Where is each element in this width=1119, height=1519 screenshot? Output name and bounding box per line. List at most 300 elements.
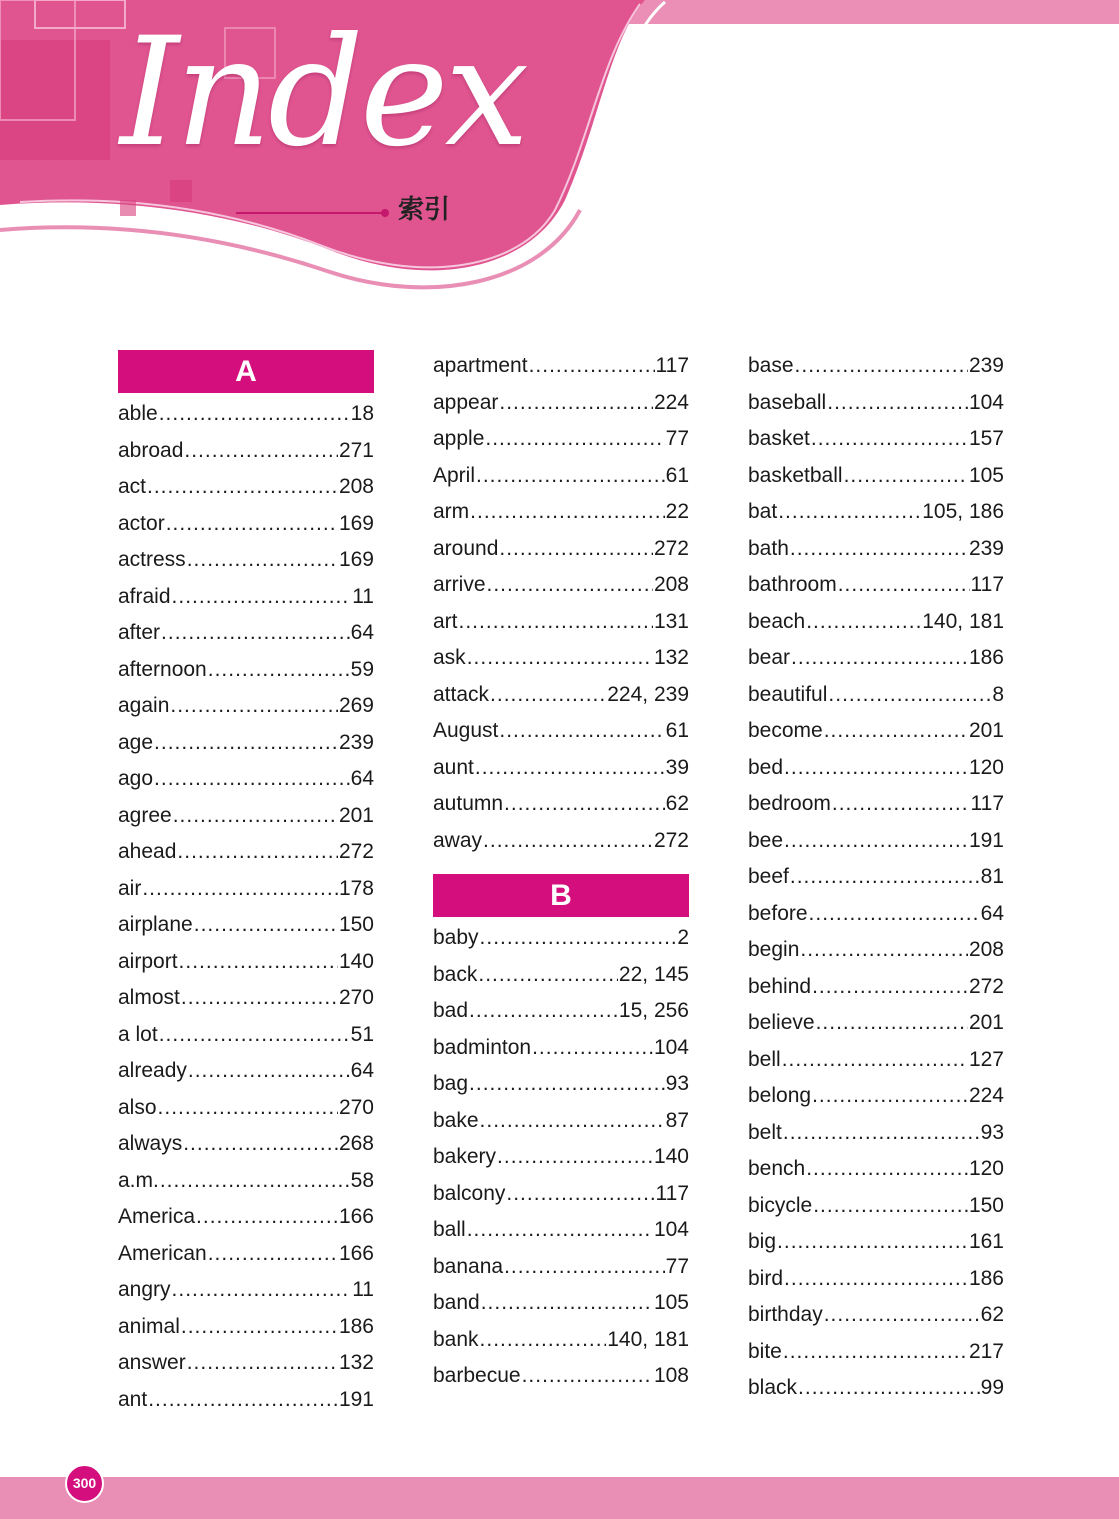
entry-page: 8 bbox=[992, 682, 1004, 706]
entry-page: 117 bbox=[970, 792, 1004, 815]
entry-word: banana bbox=[433, 1254, 504, 1278]
dot-leader bbox=[481, 1285, 653, 1322]
entry-word: bicycle bbox=[748, 1193, 813, 1217]
dot-leader bbox=[783, 1334, 968, 1371]
index-entry bbox=[118, 1199, 374, 1236]
dot-leader bbox=[813, 1188, 968, 1225]
entry-page: 186 bbox=[968, 646, 1004, 669]
dot-leader bbox=[470, 494, 664, 531]
index-entry bbox=[118, 579, 374, 616]
dot-leader bbox=[160, 1163, 350, 1200]
dot-leader bbox=[812, 1078, 968, 1115]
entry-word: abroad bbox=[118, 438, 184, 462]
page-title: Index bbox=[120, 6, 526, 180]
entry-page: 150 bbox=[338, 913, 374, 936]
index-entry bbox=[433, 1139, 689, 1176]
index-entry bbox=[433, 1176, 689, 1213]
entry-word: bench bbox=[748, 1157, 806, 1180]
entry-word: ball bbox=[433, 1218, 466, 1241]
entry-word: art bbox=[433, 609, 458, 633]
dot-leader bbox=[832, 786, 970, 823]
index-entry bbox=[433, 1030, 689, 1067]
dot-leader bbox=[499, 713, 664, 750]
entry-page: 208 bbox=[653, 573, 689, 596]
entry-word: agree bbox=[118, 803, 172, 827]
dot-leader bbox=[490, 677, 606, 714]
index-entry bbox=[748, 1005, 1004, 1042]
dot-leader bbox=[827, 385, 968, 422]
entry-page: 104 bbox=[653, 1035, 689, 1059]
entry-word: baby bbox=[433, 926, 479, 949]
index-entry bbox=[433, 920, 689, 957]
entry-page: 186 bbox=[338, 1314, 374, 1338]
entry-word: ahead bbox=[118, 840, 177, 863]
entry-page: 64 bbox=[980, 901, 1004, 925]
entry-page: 87 bbox=[665, 1108, 689, 1132]
dot-leader bbox=[784, 750, 968, 787]
dot-leader bbox=[791, 640, 968, 677]
entry-word: bathroom bbox=[748, 573, 837, 596]
index-entry bbox=[433, 494, 689, 531]
dot-leader bbox=[483, 823, 653, 860]
entry-page: 272 bbox=[968, 974, 1004, 998]
entry-word: big bbox=[748, 1230, 777, 1253]
index-entry bbox=[748, 786, 1004, 823]
entry-page: 81 bbox=[980, 865, 1004, 888]
entry-word: air bbox=[118, 876, 142, 900]
dot-leader bbox=[497, 1139, 653, 1176]
entry-word: beautiful bbox=[748, 682, 828, 706]
dot-leader bbox=[800, 932, 968, 969]
dot-leader bbox=[844, 458, 968, 495]
entry-page: 140 bbox=[338, 949, 374, 973]
entry-page: 224 bbox=[968, 1084, 1004, 1107]
entry-page: 99 bbox=[980, 1376, 1004, 1399]
dot-leader bbox=[485, 421, 664, 458]
entry-word: around bbox=[433, 536, 499, 560]
entry-word: animal bbox=[118, 1314, 180, 1338]
entry-page: 105, 186 bbox=[922, 500, 1004, 523]
dot-leader bbox=[499, 531, 653, 568]
index-entry bbox=[118, 871, 374, 908]
entry-word: birthday bbox=[748, 1303, 823, 1326]
entry-page: 178 bbox=[338, 876, 374, 900]
entry-word: away bbox=[433, 828, 483, 852]
dot-leader bbox=[828, 677, 991, 714]
entry-page: 11 bbox=[352, 584, 374, 608]
entry-word: bed bbox=[748, 755, 784, 779]
entry-page: 93 bbox=[665, 1072, 689, 1095]
entry-page: 191 bbox=[968, 828, 1004, 852]
index-entry bbox=[748, 1370, 1004, 1407]
entry-page: 62 bbox=[665, 792, 689, 815]
entry-word: bite bbox=[748, 1339, 782, 1363]
entry-page: 150 bbox=[968, 1193, 1004, 1217]
dot-leader bbox=[783, 1115, 980, 1152]
entry-word: belt bbox=[748, 1120, 782, 1144]
entry-list bbox=[748, 348, 1004, 1407]
entry-word: ask bbox=[433, 646, 466, 669]
entry-page: 22, 145 bbox=[618, 962, 689, 986]
dot-leader bbox=[172, 1272, 352, 1309]
dot-leader bbox=[784, 823, 968, 860]
dot-leader bbox=[181, 1309, 338, 1346]
dot-leader bbox=[166, 506, 338, 543]
entry-word: afternoon bbox=[118, 657, 207, 681]
entry-word: bell bbox=[748, 1047, 781, 1071]
index-entry bbox=[118, 1163, 374, 1200]
entry-page: 186 bbox=[968, 1266, 1004, 1290]
entry-word: bag bbox=[433, 1072, 469, 1095]
entry-page: 77 bbox=[665, 427, 689, 450]
dot-leader bbox=[812, 969, 968, 1006]
index-column-3 bbox=[748, 348, 1004, 1407]
entry-page: 117 bbox=[655, 1181, 689, 1205]
index-entry bbox=[118, 834, 374, 871]
index-entry bbox=[433, 640, 689, 677]
index-entry bbox=[433, 531, 689, 568]
index-entry bbox=[433, 713, 689, 750]
dot-leader bbox=[173, 798, 338, 835]
entry-word: already bbox=[118, 1059, 187, 1082]
dot-leader bbox=[177, 834, 338, 871]
index-entry bbox=[433, 1249, 689, 1286]
entry-page: 93 bbox=[980, 1120, 1004, 1144]
entry-page: 169 bbox=[338, 548, 374, 571]
entry-page: 272 bbox=[338, 840, 374, 863]
entry-page: 15, 256 bbox=[618, 999, 689, 1022]
entry-word: angry bbox=[118, 1278, 171, 1301]
entry-page: 208 bbox=[338, 475, 374, 498]
entry-word: baseball bbox=[748, 390, 827, 414]
index-entry bbox=[118, 433, 374, 470]
dot-leader bbox=[778, 494, 921, 531]
dot-leader bbox=[208, 1236, 338, 1273]
entry-word: black bbox=[748, 1376, 798, 1399]
entry-page: 224, 239 bbox=[607, 682, 689, 706]
entry-word: answer bbox=[118, 1351, 186, 1374]
entry-word: bat bbox=[748, 500, 778, 523]
index-entry bbox=[118, 1382, 374, 1419]
entry-page: 217 bbox=[968, 1339, 1004, 1363]
index-entry bbox=[748, 1151, 1004, 1188]
index-entry bbox=[118, 980, 374, 1017]
entry-page: 166 bbox=[338, 1205, 374, 1228]
entry-word: appear bbox=[433, 390, 499, 414]
entry-word: actress bbox=[118, 548, 186, 571]
dot-leader bbox=[158, 1090, 338, 1127]
entry-page: 58 bbox=[350, 1168, 374, 1192]
entry-page: 140, 181 bbox=[922, 609, 1004, 633]
entry-page: 201 bbox=[968, 719, 1004, 742]
entry-page: 117 bbox=[970, 573, 1004, 596]
entry-page: 64 bbox=[350, 1059, 374, 1082]
dot-leader bbox=[172, 579, 352, 616]
entry-page: 271 bbox=[338, 438, 374, 462]
entry-word: apartment bbox=[433, 354, 528, 377]
dot-leader bbox=[806, 1151, 968, 1188]
entry-word: a.m. bbox=[118, 1168, 159, 1192]
subtitle-dot bbox=[381, 209, 389, 217]
index-entry bbox=[433, 786, 689, 823]
index-entry bbox=[433, 823, 689, 860]
dot-leader bbox=[469, 993, 618, 1030]
entry-word: airplane bbox=[118, 913, 193, 936]
entry-page: 191 bbox=[338, 1387, 374, 1411]
index-entry bbox=[433, 1358, 689, 1395]
index-entry bbox=[118, 469, 374, 506]
entry-word: America bbox=[118, 1205, 196, 1228]
entry-page: 272 bbox=[653, 536, 689, 560]
dot-leader bbox=[469, 1066, 665, 1103]
dot-leader bbox=[467, 1212, 653, 1249]
entry-page: 131 bbox=[653, 609, 689, 633]
dot-leader bbox=[196, 1199, 338, 1236]
entry-page: 104 bbox=[968, 390, 1004, 414]
index-entry bbox=[433, 1322, 689, 1359]
dot-leader bbox=[188, 1053, 350, 1090]
entry-word: almost bbox=[118, 986, 180, 1009]
footer-bar bbox=[0, 1477, 1119, 1519]
dot-leader bbox=[790, 859, 980, 896]
entry-page: 239 bbox=[338, 730, 374, 754]
dot-leader bbox=[179, 944, 338, 981]
entry-page: 239 bbox=[968, 536, 1004, 560]
dot-leader bbox=[142, 871, 338, 908]
index-entry bbox=[748, 604, 1004, 641]
dot-leader bbox=[809, 896, 980, 933]
entry-page: 62 bbox=[980, 1303, 1004, 1326]
index-entry bbox=[748, 677, 1004, 714]
index-entry bbox=[433, 1212, 689, 1249]
dot-leader bbox=[480, 920, 677, 957]
index-entry bbox=[748, 494, 1004, 531]
entry-page: 117 bbox=[655, 354, 689, 377]
entry-word: basketball bbox=[748, 463, 843, 487]
dot-leader bbox=[795, 348, 968, 385]
index-entry bbox=[433, 750, 689, 787]
index-entry bbox=[433, 957, 689, 994]
entry-word: beach bbox=[748, 609, 806, 633]
entry-word: arrive bbox=[433, 573, 486, 596]
index-entry bbox=[433, 385, 689, 422]
dot-leader bbox=[487, 567, 653, 604]
index-entry bbox=[118, 761, 374, 798]
index-entry bbox=[748, 1188, 1004, 1225]
index-entry bbox=[118, 798, 374, 835]
entry-word: arm bbox=[433, 500, 470, 523]
entry-page: 140, 181 bbox=[607, 1327, 689, 1351]
index-entry bbox=[118, 615, 374, 652]
index-entry bbox=[118, 396, 374, 433]
index-entry bbox=[118, 506, 374, 543]
entry-page: 270 bbox=[338, 986, 374, 1009]
dot-leader bbox=[161, 615, 350, 652]
entry-page: 104 bbox=[653, 1218, 689, 1241]
entry-word: airport bbox=[118, 949, 178, 973]
entry-word: apple bbox=[433, 427, 485, 450]
dot-leader bbox=[784, 1261, 968, 1298]
index-entry bbox=[118, 1053, 374, 1090]
index-entry bbox=[748, 750, 1004, 787]
entry-word: badminton bbox=[433, 1035, 532, 1059]
dot-leader bbox=[159, 1017, 350, 1054]
entry-word: begin bbox=[748, 938, 800, 961]
index-entry bbox=[748, 640, 1004, 677]
entry-page: 108 bbox=[653, 1364, 689, 1387]
dot-leader bbox=[811, 421, 968, 458]
entry-page: 51 bbox=[350, 1022, 374, 1046]
entry-page: 2 bbox=[677, 926, 689, 949]
entry-page: 269 bbox=[338, 694, 374, 717]
entry-word: beef bbox=[748, 865, 789, 888]
entry-word: bakery bbox=[433, 1145, 497, 1168]
entry-word: balcony bbox=[433, 1181, 506, 1205]
index-entry bbox=[118, 1090, 374, 1127]
entry-word: also bbox=[118, 1095, 157, 1119]
index-entry bbox=[748, 713, 1004, 750]
entry-word: April bbox=[433, 463, 476, 487]
entry-page: 239 bbox=[968, 354, 1004, 377]
dot-leader bbox=[782, 1042, 968, 1079]
entry-page: 169 bbox=[338, 511, 374, 535]
entry-word: base bbox=[748, 354, 794, 377]
entry-page: 105 bbox=[968, 463, 1004, 487]
index-entry bbox=[433, 567, 689, 604]
entry-word: back bbox=[433, 962, 478, 986]
dot-leader bbox=[154, 761, 350, 798]
index-entry bbox=[748, 932, 1004, 969]
entry-page: 161 bbox=[968, 1230, 1004, 1253]
entry-word: age bbox=[118, 730, 154, 754]
entry-list bbox=[118, 396, 374, 1418]
entry-page: 208 bbox=[968, 938, 1004, 961]
index-entry bbox=[118, 1017, 374, 1054]
index-entry bbox=[118, 652, 374, 689]
entry-page: 201 bbox=[968, 1011, 1004, 1034]
entry-word: a lot bbox=[118, 1022, 158, 1046]
entry-page: 157 bbox=[968, 427, 1004, 450]
dot-leader bbox=[154, 725, 338, 762]
entry-word: bedroom bbox=[748, 792, 831, 815]
index-entry bbox=[748, 859, 1004, 896]
index-entry bbox=[118, 907, 374, 944]
dot-leader bbox=[798, 1370, 980, 1407]
entry-page: 270 bbox=[338, 1095, 374, 1119]
dot-leader bbox=[187, 542, 338, 579]
subtitle-line bbox=[236, 212, 384, 214]
dot-leader bbox=[532, 1030, 653, 1067]
page-number: 300 bbox=[65, 1464, 104, 1503]
entry-page: 224 bbox=[653, 390, 689, 414]
index-entry bbox=[433, 993, 689, 1030]
dot-leader bbox=[499, 385, 653, 422]
dot-leader bbox=[480, 1103, 665, 1140]
dot-leader bbox=[529, 348, 655, 385]
entry-word: after bbox=[118, 621, 161, 644]
index-entry bbox=[748, 385, 1004, 422]
entry-word: bear bbox=[748, 646, 791, 669]
dot-leader bbox=[777, 1224, 968, 1261]
index-entry bbox=[433, 1103, 689, 1140]
index-entry bbox=[748, 1224, 1004, 1261]
index-entry bbox=[118, 1309, 374, 1346]
dot-leader bbox=[467, 640, 653, 677]
entry-page: 268 bbox=[338, 1132, 374, 1155]
index-column-1 bbox=[118, 348, 374, 1418]
dot-leader bbox=[506, 1176, 654, 1213]
entry-word: attack bbox=[433, 682, 490, 706]
index-entry bbox=[118, 1272, 374, 1309]
entry-page: 39 bbox=[665, 755, 689, 779]
index-entry bbox=[118, 944, 374, 981]
entry-word: afraid bbox=[118, 584, 171, 608]
dot-leader bbox=[194, 907, 338, 944]
entry-page: 64 bbox=[350, 767, 374, 790]
index-entry bbox=[118, 542, 374, 579]
entry-page: 132 bbox=[653, 646, 689, 669]
entry-page: 18 bbox=[350, 402, 374, 425]
index-entry bbox=[748, 458, 1004, 495]
entry-list bbox=[433, 348, 689, 859]
entry-page: 22 bbox=[665, 500, 689, 523]
index-entry bbox=[433, 421, 689, 458]
index-entry bbox=[748, 1078, 1004, 1115]
dot-leader bbox=[838, 567, 970, 604]
dot-leader bbox=[816, 1005, 968, 1042]
dot-leader bbox=[824, 1297, 980, 1334]
entry-word: band bbox=[433, 1291, 480, 1314]
entry-page: 272 bbox=[653, 828, 689, 852]
entry-word: behind bbox=[748, 974, 812, 998]
dot-leader bbox=[183, 1126, 338, 1163]
entry-word: become bbox=[748, 719, 823, 742]
index-entry bbox=[118, 725, 374, 762]
index-entry bbox=[748, 421, 1004, 458]
index-entry bbox=[118, 1236, 374, 1273]
index-entry bbox=[748, 1042, 1004, 1079]
entry-word: belong bbox=[748, 1084, 812, 1107]
entry-page: 120 bbox=[968, 1157, 1004, 1180]
entry-page: 61 bbox=[665, 463, 689, 487]
dot-leader bbox=[480, 1322, 607, 1359]
dot-leader bbox=[459, 604, 653, 641]
index-entry bbox=[748, 348, 1004, 385]
dot-leader bbox=[806, 604, 921, 641]
index-entry bbox=[748, 1115, 1004, 1152]
entry-page: 64 bbox=[350, 621, 374, 644]
entry-word: believe bbox=[748, 1011, 815, 1034]
entry-word: aunt bbox=[433, 755, 474, 779]
index-entry bbox=[433, 1066, 689, 1103]
dot-leader bbox=[475, 750, 665, 787]
page-subtitle: 索引 bbox=[398, 195, 451, 225]
dot-leader bbox=[170, 688, 338, 725]
index-entry bbox=[433, 1285, 689, 1322]
entry-word: before bbox=[748, 901, 808, 925]
dot-leader bbox=[478, 957, 618, 994]
index-entry bbox=[748, 1297, 1004, 1334]
dot-leader bbox=[148, 1382, 338, 1419]
entry-word: American bbox=[118, 1241, 207, 1265]
dot-leader bbox=[187, 1345, 338, 1382]
dot-leader bbox=[824, 713, 968, 750]
index-entry bbox=[748, 1334, 1004, 1371]
entry-page: 59 bbox=[350, 657, 374, 681]
index-entry bbox=[748, 823, 1004, 860]
entry-page: 132 bbox=[338, 1351, 374, 1374]
entry-word: basket bbox=[748, 427, 810, 450]
